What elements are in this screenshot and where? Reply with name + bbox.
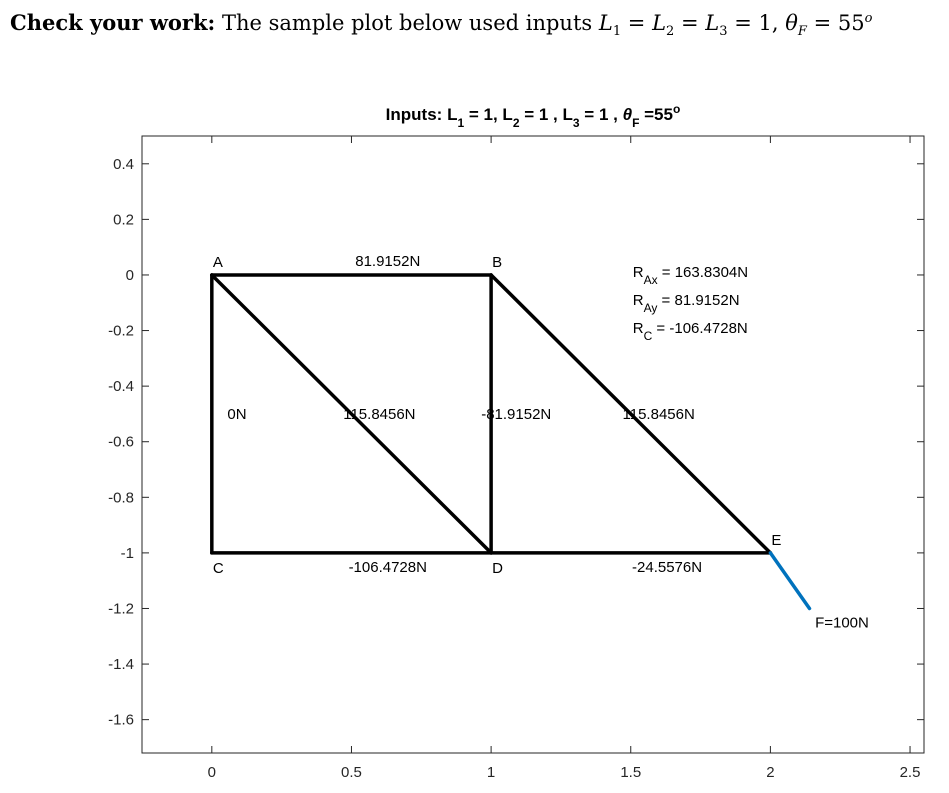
applied-force-vector (770, 553, 809, 609)
y-tick-label: -1.2 (108, 600, 134, 618)
node-label-A: A (212, 253, 223, 271)
truss-labels (213, 253, 869, 631)
member-force-label-DE: -24.5576N (632, 558, 703, 576)
x-tick-label: 0.5 (341, 764, 362, 781)
instruction-sentence: The sample plot below used inputs (221, 11, 593, 35)
chart-title: Inputs: $L_1 = 1$, $L_2 = 1$ , $L_3 = 1$ , $\theta_F =55^o$ (385, 102, 681, 130)
x-tick-label: 1.5 (620, 764, 642, 781)
y-tick-label: -0.2 (108, 322, 134, 340)
y-tick-label: -0.4 (108, 378, 134, 396)
x-tick-label: 2.5 (899, 764, 921, 781)
x-tick-label: 2 (766, 764, 775, 781)
plot-frame (142, 136, 924, 753)
applied-force-label: F=100N (815, 614, 869, 632)
member-force-label-AC: 0N (227, 405, 247, 423)
reaction-forces-legend (633, 264, 748, 343)
node-label-B: B (492, 253, 503, 271)
reaction-Ay: $R_{Ay} = 81.9152N$ (632, 291, 740, 315)
y-tick-label: 0 (125, 266, 134, 284)
node-label-C: C (212, 559, 224, 577)
x-tick-label: 1 (486, 764, 496, 781)
reaction-C: $R_C = -106.4728N$ (632, 319, 748, 343)
member-force-label-CD: -106.4728N (348, 558, 427, 576)
y-tick-label: -1.4 (108, 656, 134, 674)
member-force-label-AB: 81.9152N (355, 253, 421, 271)
y-tick-label: -1.6 (108, 711, 134, 729)
y-tick-label: 0.4 (113, 155, 134, 173)
y-tick-label: 0.2 (113, 211, 134, 229)
node-label-D: D (492, 559, 503, 577)
x-tick-label: 0 (207, 764, 216, 781)
y-tick-label: -0.6 (108, 433, 134, 451)
check-your-work-label: Check your work: (10, 10, 216, 35)
y-tick-label: -0.8 (108, 489, 134, 507)
node-label-E: E (771, 531, 782, 549)
member-force-label-AD: 115.8456N (343, 405, 416, 423)
reaction-Ax: $R_{Ax} = 163.8304N$ (632, 263, 749, 287)
inputs-formula: $L_1 = L_2 = L_3 = 1$, $\theta_F = 55^o$ (598, 11, 873, 40)
member-force-label-BD: -81.9152N (481, 405, 552, 423)
member-force-label-BE: 115.8456N (622, 405, 695, 423)
y-tick-label: -1 (120, 544, 134, 562)
axes (108, 136, 924, 781)
